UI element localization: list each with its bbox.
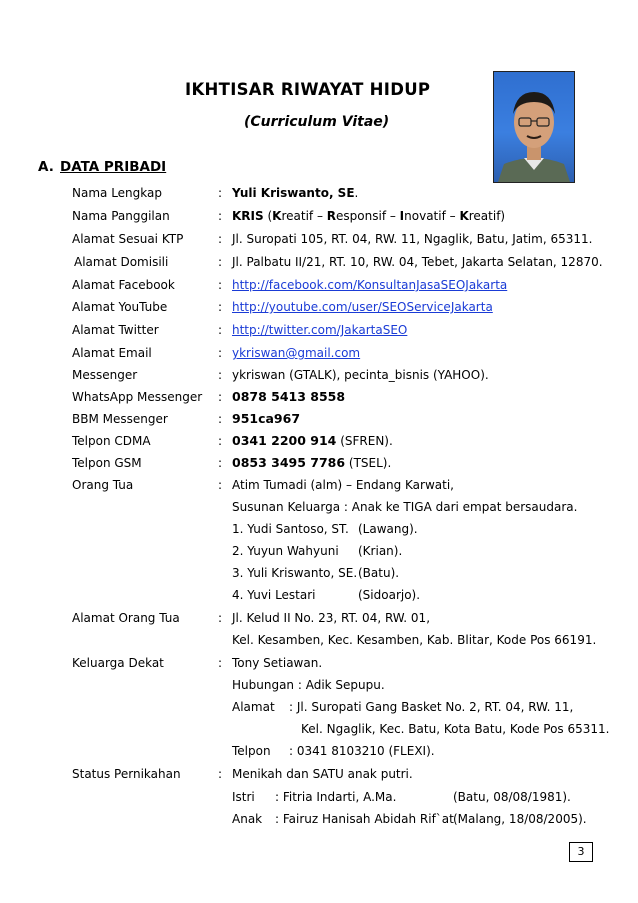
value-orang-tua: Atim Tumadi (alm) – Endang Karwati,: [232, 478, 454, 492]
colon: :: [218, 611, 223, 625]
colon: :: [218, 434, 223, 448]
label-bbm: BBM Messenger: [72, 412, 168, 426]
label-status-pernikahan: Status Pernikahan: [72, 767, 181, 781]
value-telpon-cdma: 0341 2200 914 (SFREN).: [232, 433, 393, 448]
label-email: Alamat Email: [72, 346, 152, 360]
label-whatsapp: WhatsApp Messenger: [72, 390, 203, 404]
label-twitter: Alamat Twitter: [72, 323, 159, 337]
document-title: IKHTISAR RIWAYAT HIDUP: [185, 80, 431, 99]
page-number: 3: [569, 842, 593, 862]
label-nama-panggilan: Nama Panggilan: [72, 209, 170, 223]
label-nama-lengkap: Nama Lengkap: [72, 186, 162, 200]
colon: :: [218, 767, 223, 781]
colon: :: [218, 456, 223, 470]
value-bbm: 951ca967: [232, 411, 301, 426]
colon: :: [218, 346, 223, 360]
colon: :: [218, 478, 223, 492]
colon: :: [218, 209, 223, 223]
label-alamat-ktp: Alamat Sesuai KTP: [72, 232, 184, 246]
value-nama-panggilan: KRIS (Kreatif – Responsif – Inovatif – Kreatif): [232, 209, 506, 223]
email-link[interactable]: ykriswan@gmail.com: [232, 346, 361, 360]
colon: :: [218, 278, 223, 292]
value-nama-lengkap: Yuli Kriswanto, SE: [232, 186, 355, 200]
label-keluarga-dekat: Keluarga Dekat: [72, 656, 164, 670]
value-whatsapp: 0878 5413 8558: [232, 389, 346, 404]
colon: :: [218, 255, 223, 269]
label-alamat-domisili: Alamat Domisili: [74, 255, 169, 269]
value-telpon-gsm: 0853 3495 7786 (TSEL).: [232, 455, 392, 470]
colon: :: [218, 368, 223, 382]
label-alamat-orang-tua: Alamat Orang Tua: [72, 611, 180, 625]
profile-photo: [493, 71, 575, 183]
value-alamat-domisili: Jl. Palbatu II/21, RT. 10, RW. 04, Tebet, Jakarta Selatan, 12870.: [232, 255, 603, 269]
youtube-link[interactable]: http://youtube.com/user/SEOServiceJakarta: [232, 300, 493, 314]
colon: :: [218, 232, 223, 246]
colon: :: [218, 412, 223, 426]
section-title: DATA PRIBADI: [60, 159, 167, 175]
colon: :: [218, 300, 223, 314]
label-facebook: Alamat Facebook: [72, 278, 175, 292]
section-heading: [38, 159, 166, 175]
value-alamat-ktp: Jl. Suropati 105, RT. 04, RW. 11, Ngaglik, Batu, Jatim, 65311.: [232, 232, 593, 246]
facebook-link[interactable]: http://facebook.com/KonsultanJasaSEOJakarta: [232, 278, 508, 292]
label-messenger: Messenger: [72, 368, 138, 382]
label-telpon-cdma: Telpon CDMA: [72, 434, 151, 448]
twitter-link[interactable]: http://twitter.com/JakartaSEO: [232, 323, 408, 337]
value-messenger: ykriswan (GTALK), pecinta_bisnis (YAHOO).: [232, 368, 489, 382]
document-subtitle: (Curriculum Vitae): [244, 114, 390, 130]
section-number: A.: [38, 159, 54, 175]
label-telpon-gsm: Telpon GSM: [72, 456, 142, 470]
colon: :: [218, 656, 223, 670]
portrait-illustration: [494, 72, 574, 182]
colon: :: [218, 186, 223, 200]
colon: :: [218, 390, 223, 404]
colon: :: [218, 323, 223, 337]
label-orang-tua: Orang Tua: [72, 478, 134, 492]
label-youtube: Alamat YouTube: [72, 300, 168, 314]
